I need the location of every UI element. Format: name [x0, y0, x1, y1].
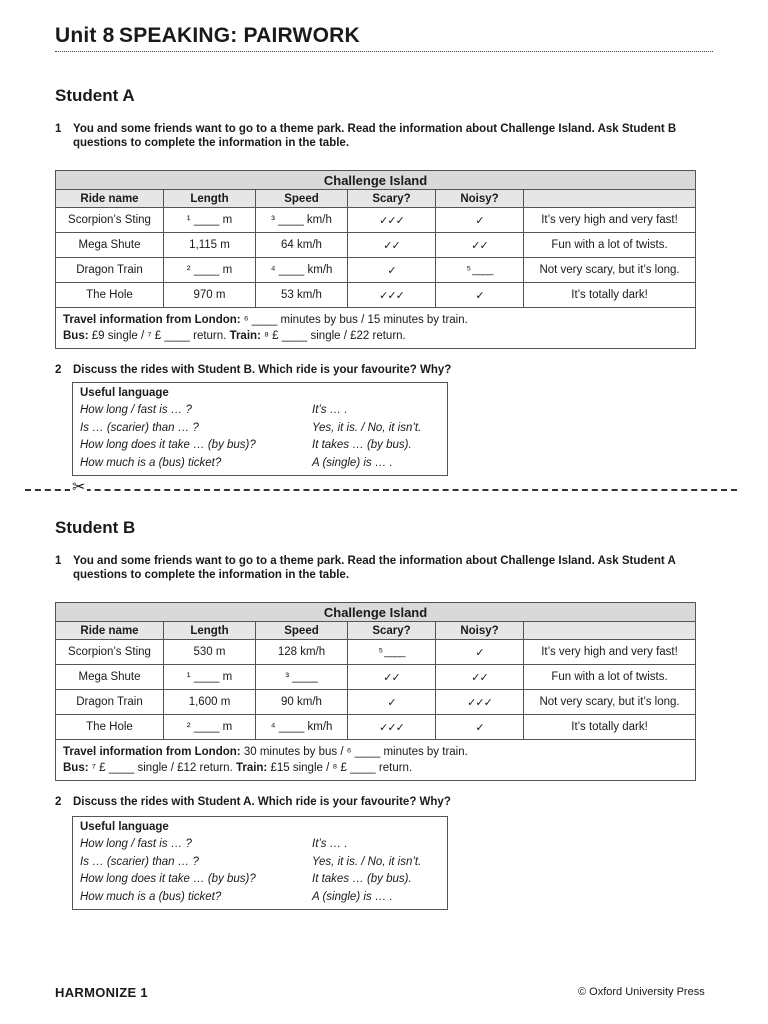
cell-length: ² ____ m: [164, 258, 256, 283]
table-row: [56, 283, 696, 308]
useful-language-row: [80, 455, 440, 473]
cell-scary: ⁵ ____: [348, 640, 436, 665]
cell-length: 1,115 m: [164, 233, 256, 258]
useful-language-row: [80, 836, 440, 854]
answer: Yes, it is. / No, it isn’t.: [312, 421, 422, 434]
train-text: ⁸ £ ____ single / £22 return.: [264, 330, 406, 342]
answer: It takes … (by bus).: [312, 873, 412, 885]
student-a-table: [55, 170, 696, 349]
useful-language-row: [80, 437, 440, 455]
col-speed: Speed: [256, 190, 348, 208]
task-number: 1: [55, 123, 62, 135]
train-label: Train:: [235, 762, 268, 774]
table-caption: Challenge Island: [56, 603, 696, 622]
cell-scary: ✓: [348, 258, 436, 283]
question: How much is a (bus) ticket?: [80, 890, 222, 903]
col-noisy: Noisy?: [436, 622, 524, 640]
col-length: Length: [164, 190, 256, 208]
answer: Yes, it is. / No, it isn’t.: [312, 855, 422, 868]
cell-description: It’s totally dark!: [524, 715, 696, 740]
bus-label: Bus:: [63, 762, 89, 774]
table-row: [56, 208, 696, 233]
table-row: [56, 640, 696, 665]
cell-speed: ⁴ ____ km/h: [256, 258, 348, 283]
cell-noisy: ✓: [436, 640, 524, 665]
student-a-task-2: [55, 363, 715, 377]
cell-speed: ⁴ ____ km/h: [256, 715, 348, 740]
useful-language-title: Useful language: [80, 387, 169, 399]
question: How long / fast is … ?: [80, 404, 192, 416]
student-a-task-1: [55, 122, 715, 150]
table-row: [56, 715, 696, 740]
cell-ride: The Hole: [56, 715, 164, 740]
cell-speed: 53 km/h: [256, 283, 348, 308]
travel-line-1: ⁶ ____ minutes by bus / 15 minutes by train.: [243, 314, 468, 326]
cell-speed: 90 km/h: [256, 690, 348, 715]
table-row: [56, 665, 696, 690]
col-speed: Speed: [256, 622, 348, 640]
answer: It’s … .: [312, 404, 348, 416]
footer-brand: HARMONIZE 1: [55, 985, 148, 1000]
col-description: [524, 622, 696, 640]
question: Is … (scarier) than … ?: [80, 855, 199, 868]
col-length: Length: [164, 622, 256, 640]
col-description: [524, 190, 696, 208]
travel-info: [56, 740, 696, 781]
cell-ride: The Hole: [56, 283, 164, 308]
cell-description: It’s totally dark!: [524, 283, 696, 308]
cell-ride: Dragon Train: [56, 258, 164, 283]
col-scary: Scary?: [348, 622, 436, 640]
cell-scary: ✓✓✓: [348, 283, 436, 308]
task-text: Discuss the rides with Student A. Which ride is your favourite? Why?: [73, 796, 451, 808]
task-number: 2: [55, 796, 62, 808]
cell-noisy: ✓✓: [436, 665, 524, 690]
student-b-table: [55, 602, 696, 781]
train-label: Train:: [229, 330, 261, 342]
cell-scary: ✓✓✓: [348, 715, 436, 740]
student-b-task-2: [55, 795, 715, 809]
cell-ride: Scorpion’s Sting: [56, 208, 164, 233]
cell-noisy: ✓: [436, 208, 524, 233]
table-row: [56, 233, 696, 258]
cell-scary: ✓: [348, 690, 436, 715]
cell-speed: ³ ____ km/h: [256, 208, 348, 233]
cell-speed: ³ ____: [256, 665, 348, 690]
col-noisy: Noisy?: [436, 190, 524, 208]
cell-ride: Scorpion’s Sting: [56, 640, 164, 665]
cell-description: It’s very high and very fast!: [524, 640, 696, 665]
cell-length: 530 m: [164, 640, 256, 665]
useful-language-row: [80, 402, 440, 420]
student-b-task-1: [55, 554, 715, 582]
bus-text: £9 single / ⁷ £ ____ return.: [91, 330, 227, 342]
useful-language-title: Useful language: [80, 821, 169, 833]
page-title: SPEAKING: PAIRWORK: [119, 24, 360, 47]
footer-copyright: © Oxford University Press: [578, 986, 705, 998]
question: How long does it take … (by bus)?: [80, 439, 256, 451]
cell-description: Fun with a lot of twists.: [524, 665, 696, 690]
cell-scary: ✓✓: [348, 665, 436, 690]
cell-ride: Dragon Train: [56, 690, 164, 715]
table-row: [56, 258, 696, 283]
table-caption: Challenge Island: [56, 171, 696, 190]
table-row: [56, 690, 696, 715]
page-header: [55, 24, 713, 52]
bus-text: ⁷ £ ____ single / £12 return.: [91, 762, 233, 774]
cut-line: [25, 489, 737, 491]
cell-description: Fun with a lot of twists.: [524, 233, 696, 258]
task-number: 1: [55, 555, 62, 567]
cell-length: 1,600 m: [164, 690, 256, 715]
useful-language-box-b: [72, 816, 448, 910]
unit-label: Unit 8: [55, 24, 115, 47]
student-b-heading: Student B: [55, 518, 136, 537]
cell-speed: 128 km/h: [256, 640, 348, 665]
question: Is … (scarier) than … ?: [80, 421, 199, 434]
cell-noisy: ⁵ ____: [436, 258, 524, 283]
cell-noisy: ✓: [436, 283, 524, 308]
cell-noisy: ✓✓: [436, 233, 524, 258]
useful-language-row: [80, 889, 440, 907]
answer: It’s … .: [312, 838, 348, 850]
cell-ride: Mega Shute: [56, 665, 164, 690]
question: How long does it take … (by bus)?: [80, 873, 256, 885]
travel-info: [56, 308, 696, 349]
cell-length: ¹ ____ m: [164, 208, 256, 233]
cell-scary: ✓✓: [348, 233, 436, 258]
task-text: You and some friends want to go to a theme park. Read the information about Challenge Island. Ask Student B questions to complete the information in the table.: [73, 123, 677, 149]
col-ride-name: Ride name: [56, 190, 164, 208]
student-a-heading: Student A: [55, 86, 135, 105]
useful-language-row: [80, 871, 440, 889]
scissors-icon: ✂: [72, 479, 86, 496]
cell-length: 970 m: [164, 283, 256, 308]
answer: A (single) is … .: [312, 456, 393, 469]
task-text: You and some friends want to go to a theme park. Read the information about Challenge Island. Ask Student A questions to complete the information in the table.: [73, 555, 676, 581]
useful-language-row: [80, 420, 440, 438]
travel-label: Travel information from London:: [63, 746, 241, 758]
task-text: Discuss the rides with Student B. Which ride is your favourite? Why?: [73, 364, 452, 376]
travel-line-1: 30 minutes by bus / ⁶ ____ minutes by train.: [243, 746, 468, 758]
cell-length: ² ____ m: [164, 715, 256, 740]
useful-language-box-a: [72, 382, 448, 476]
question: How much is a (bus) ticket?: [80, 456, 222, 469]
answer: It takes … (by bus).: [312, 439, 412, 451]
cell-ride: Mega Shute: [56, 233, 164, 258]
task-number: 2: [55, 364, 62, 376]
cell-speed: 64 km/h: [256, 233, 348, 258]
useful-language-row: [80, 854, 440, 872]
col-ride-name: Ride name: [56, 622, 164, 640]
cell-noisy: ✓: [436, 715, 524, 740]
train-text: £15 single / ⁸ £ ____ return.: [270, 762, 413, 774]
cell-description: Not very scary, but it’s long.: [524, 690, 696, 715]
answer: A (single) is … .: [312, 890, 393, 903]
cell-description: Not very scary, but it’s long.: [524, 258, 696, 283]
bus-label: Bus:: [63, 330, 89, 342]
cell-noisy: ✓✓✓: [436, 690, 524, 715]
question: How long / fast is … ?: [80, 838, 192, 850]
cell-description: It’s very high and very fast!: [524, 208, 696, 233]
travel-label: Travel information from London:: [63, 314, 241, 326]
cell-length: ¹ ____ m: [164, 665, 256, 690]
col-scary: Scary?: [348, 190, 436, 208]
cell-scary: ✓✓✓: [348, 208, 436, 233]
